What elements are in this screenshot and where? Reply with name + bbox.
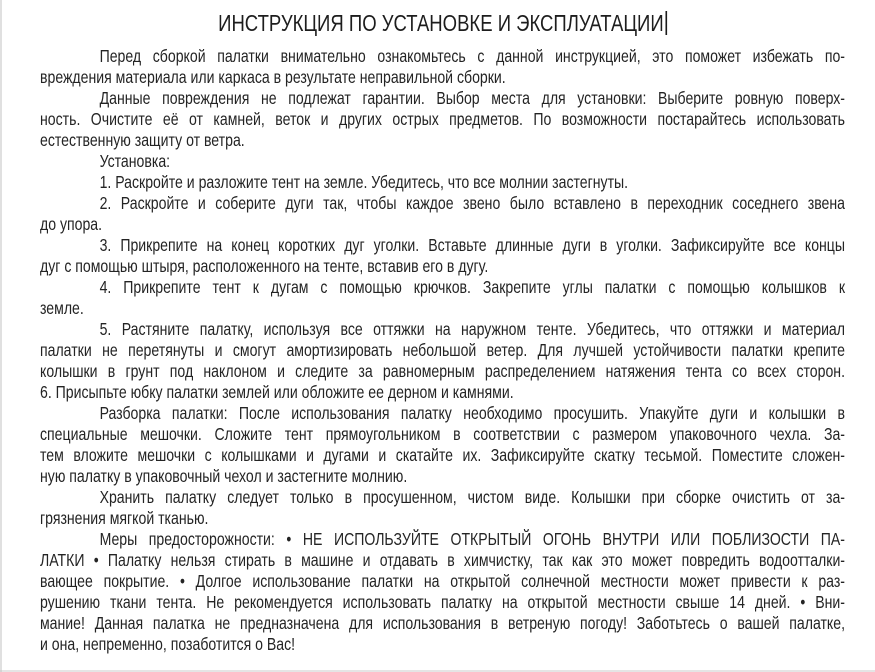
- document-title: [40, 8, 845, 38]
- text-line: 2. Раскройте и соберите дуги так, чтобы каждое звено было вставлено в переходник соседнего звена: [99, 193, 845, 213]
- text-line: вающее покрытие. • Долгое использование палатки на открытой солнечной местности может привести к раз-: [40, 571, 845, 591]
- text-line: Установка:: [99, 151, 171, 171]
- text-line: ность. Очистите её от камней, веток и других острых предметов. По возможности постарайтесь использовать: [40, 109, 845, 129]
- text-line: земле.: [40, 298, 84, 318]
- text-line: 3. Прикрепите на конец коротких дуг уголки. Вставьте длинные дуги в уголки. Зафиксируйте все концы: [99, 235, 845, 255]
- text-line: 1. Раскройте и разложите тент на земле. Убедитесь, что все молнии застегнуты.: [99, 172, 629, 192]
- text-line: Хранить палатку следует только в просушенном, чистом виде. Колышки при сборке очистить от за-: [99, 487, 845, 507]
- text-line: Данные повреждения не подлежат гарантии. Выбор места для установки: Выберите ровную поверх-: [99, 88, 845, 108]
- text-line: тем вложите мешочки с колышками и дугами и скатайте их. Зафиксируйте скатку тесьмой. Поместите сложен-: [40, 445, 845, 465]
- text-line: до упора.: [40, 214, 103, 234]
- text-line: палатки не перетянуты и смогут амортизировать небольшой ветер. Для лучшей устойчивости палатки крепите: [40, 340, 845, 360]
- text-line: Перед сборкой палатки внимательно ознакомьтесь с данной инструкцией, это поможет избежать по-: [99, 46, 845, 66]
- text-line: 6. Присыпьте юбку палатки землей или обложите ее дерном и камнями.: [40, 382, 514, 402]
- text-line: специальные мешочки. Сложите тент прямоугольником в соответствии с размером упаковочного чехла. За-: [40, 424, 845, 444]
- text-line: ЛАТКИ • Палатку нельзя стирать в машине и отдавать в химчистку, так как это может повредить водоотталки-: [40, 550, 845, 570]
- text-line: Разборка палатки: После использования палатку необходимо просушить. Упакуйте дуги и колышки в: [99, 403, 845, 423]
- text-line: мание! Данная палатка не предназначена для использования в ветреную погоду! Заботьтесь о вашей палатке,: [40, 613, 845, 633]
- text-line: и она, непременно, позаботится о Вас!: [40, 634, 296, 654]
- document-title-text: ИНСТРУКЦИЯ ПО УСТАНОВКЕ И ЭКСПЛУАТАЦИИ: [218, 10, 664, 36]
- text-line: грязнения мягкой тканью.: [40, 508, 209, 528]
- text-line: вреждения материала или каркаса в результате неправильной сборки.: [40, 67, 506, 87]
- text-line: 4. Прикрепите тент к дугам с помощью крючков. Закрепите углы палатки с помощью колышков к: [99, 277, 845, 297]
- text-line: рушению ткани тента. Не рекомендуется использовать палатку на открытой местности свыше 14 дней. • Вни-: [40, 592, 845, 612]
- text-line: колышки в грунт под наклоном и следите за равномерным распределением натяжения тента со всех сторон.: [40, 361, 845, 381]
- page-edge-shadow-left: [0, 0, 2, 672]
- text-line: дуг с помощью штыря, расположенного на тенте, вставив его в дугу.: [40, 256, 489, 276]
- text-line: ную палатку в упаковочный чехол и застегните молнию.: [40, 466, 408, 486]
- document-content: [40, 8, 845, 655]
- text-cursor: [665, 11, 667, 35]
- text-line: 5. Растяните палатку, используя все оттяжки на наружном тенте. Убедитесь, что оттяжки и материал: [99, 319, 845, 339]
- document-body[interactable]: [40, 46, 845, 655]
- text-line: Меры предосторожности: • НЕ ИСПОЛЬЗУЙТЕ ОТКРЫТЫЙ ОГОНЬ ВНУТРИ ИЛИ ПОБЛИЗОСТИ ПА-: [99, 529, 845, 549]
- text-line: естественную защиту от ветра.: [40, 130, 245, 150]
